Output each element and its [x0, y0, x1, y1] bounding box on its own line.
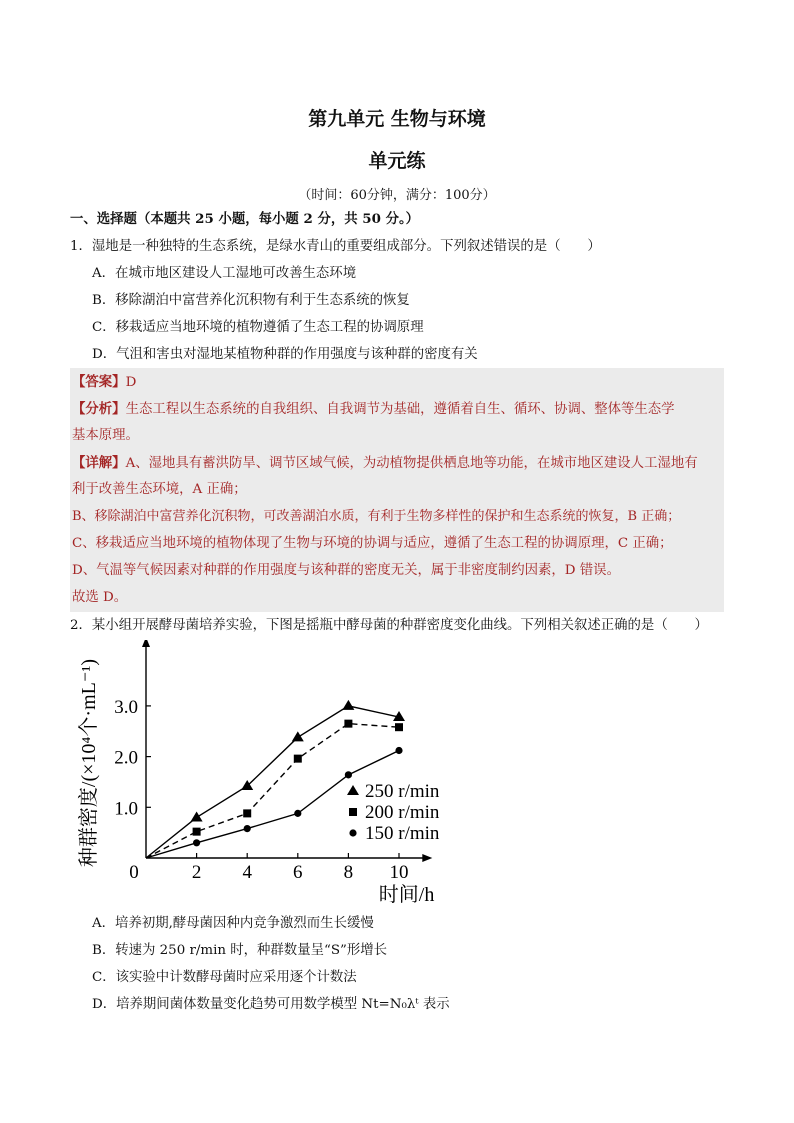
q2-option-a: A．培养初期,酵母菌因种内竞争激烈而生长缓慢 — [92, 916, 374, 931]
x-tick-label: 4 — [242, 862, 252, 883]
q1-option-d: D．气沮和害虫对湿地某植物种群的作用强度与该种群的密度有关 — [92, 347, 478, 362]
answer-tag: 【答案】 — [72, 374, 126, 390]
chart-legend — [347, 781, 440, 844]
square-marker — [344, 720, 352, 728]
square-marker — [193, 828, 201, 836]
analysis-text-1: 生态工程以生态系统的自我组织、自我调节为基础，遵循着自生、循环、协调、整体等生态学 — [125, 402, 675, 417]
square-marker — [294, 755, 302, 763]
analysis-tag: 【分析】 — [72, 401, 126, 417]
circle-marker — [345, 771, 352, 778]
x-axis-arrow — [422, 854, 432, 862]
detail-text-5: D、气温等气候因素对种群的作用强度与该种群的密度无关，属于非密度制约因素，D 错误。 — [72, 563, 620, 578]
chart-axes — [77, 640, 434, 905]
y-tick-label: 2.0 — [114, 747, 138, 769]
triangle-marker — [342, 700, 354, 710]
circle-marker — [349, 829, 356, 836]
x-tick-label: 2 — [191, 862, 202, 883]
detail-tag: 【详解】 — [72, 455, 126, 471]
circle-marker — [294, 810, 301, 817]
square-marker — [395, 723, 403, 731]
conclusion: 故选 D。 — [72, 590, 128, 605]
circle-marker — [193, 839, 200, 846]
subtitle: 单元练 — [368, 150, 426, 172]
time-info: （时间：60分钟，满分：100分） — [298, 188, 496, 203]
legend-label: 200 r/min — [365, 802, 440, 823]
origin-label: 0 — [129, 862, 139, 883]
section-heading: 一、选择题（本题共 25 小题，每小题 2 分，共 50 分。） — [70, 211, 420, 227]
q1-detail — [72, 454, 698, 473]
detail-text-1: A、湿地具有蓄洪防旱、调节区域气候，为动植物提供栖息地等功能，在城市地区建设人工湿地有 — [125, 456, 698, 471]
q2-option-c: C．该实验中计数酵母菌时应采用逐个计数法 — [92, 970, 357, 985]
legend-label: 150 r/min — [365, 823, 440, 844]
q1-option-b: B．移除湖泊中富营养化沉积物有利于生态系统的恢复 — [92, 293, 410, 308]
detail-text-3: B、移除湖泊中富营养化沉积物，可改善湖泊水质，有利于生物多样性的保护和生态系统的恢复，B 正确； — [72, 509, 681, 524]
q1-answer — [72, 373, 136, 392]
q1-analysis — [72, 400, 675, 419]
circle-marker — [244, 825, 251, 832]
q1-stem: 1．湿地是一种独特的生态系统，是绿水青山的重要组成部分。下列叙述错误的是（ ） — [70, 239, 601, 254]
square-marker — [349, 808, 357, 816]
y-axis-label: 种群密度/(×10⁴个·mL⁻¹) — [78, 658, 100, 868]
q2-option-b: B．转速为 250 r/min 时，种群数量呈“S”形增长 — [92, 943, 388, 958]
triangle-marker — [347, 785, 359, 795]
detail-text-4: C、移栽适应当地环境的植物体现了生物与环境的协调与适应，遵循了生态工程的协调原理，C 正确； — [72, 536, 673, 551]
analysis-text-2: 基本原理。 — [72, 428, 139, 443]
detail-text-2: 利于改善生态环境，A 正确； — [72, 482, 247, 497]
x-tick-label: 8 — [343, 862, 354, 883]
x-tick-label: 10 — [389, 862, 409, 883]
triangle-marker — [292, 731, 304, 741]
q2-stem: 2．某小组开展酵母菌培养实验，下图是摇瓶中酵母菌的种群密度变化曲线。下列相关叙述正确的是（ ） — [70, 618, 708, 633]
population-density-chart — [70, 640, 470, 905]
triangle-marker — [191, 811, 203, 821]
legend-label: 250 r/min — [365, 781, 440, 802]
q2-option-d: D．培养期间菌体数量变化趋势可用数学模型 Nt=N₀λᵗ 表示 — [92, 997, 450, 1012]
y-tick-label: 1.0 — [114, 798, 138, 820]
series-line — [146, 724, 399, 858]
x-axis-label: 时间/h — [378, 884, 435, 905]
series-line — [146, 706, 399, 858]
q1-option-c: C．移栽适应当地环境的植物遵循了生态工程的协调原理 — [92, 320, 424, 335]
y-axis-arrow — [142, 640, 150, 647]
square-marker — [243, 809, 251, 817]
answer-value: D — [125, 375, 137, 390]
y-tick-label: 3.0 — [114, 696, 138, 718]
circle-marker — [395, 747, 402, 754]
q1-option-a: A．在城市地区建设人工湿地可改善生态环境 — [92, 266, 357, 281]
series-line — [146, 751, 399, 858]
x-tick-label: 6 — [293, 862, 303, 883]
unit-title: 第九单元 生物与环境 — [308, 108, 486, 130]
